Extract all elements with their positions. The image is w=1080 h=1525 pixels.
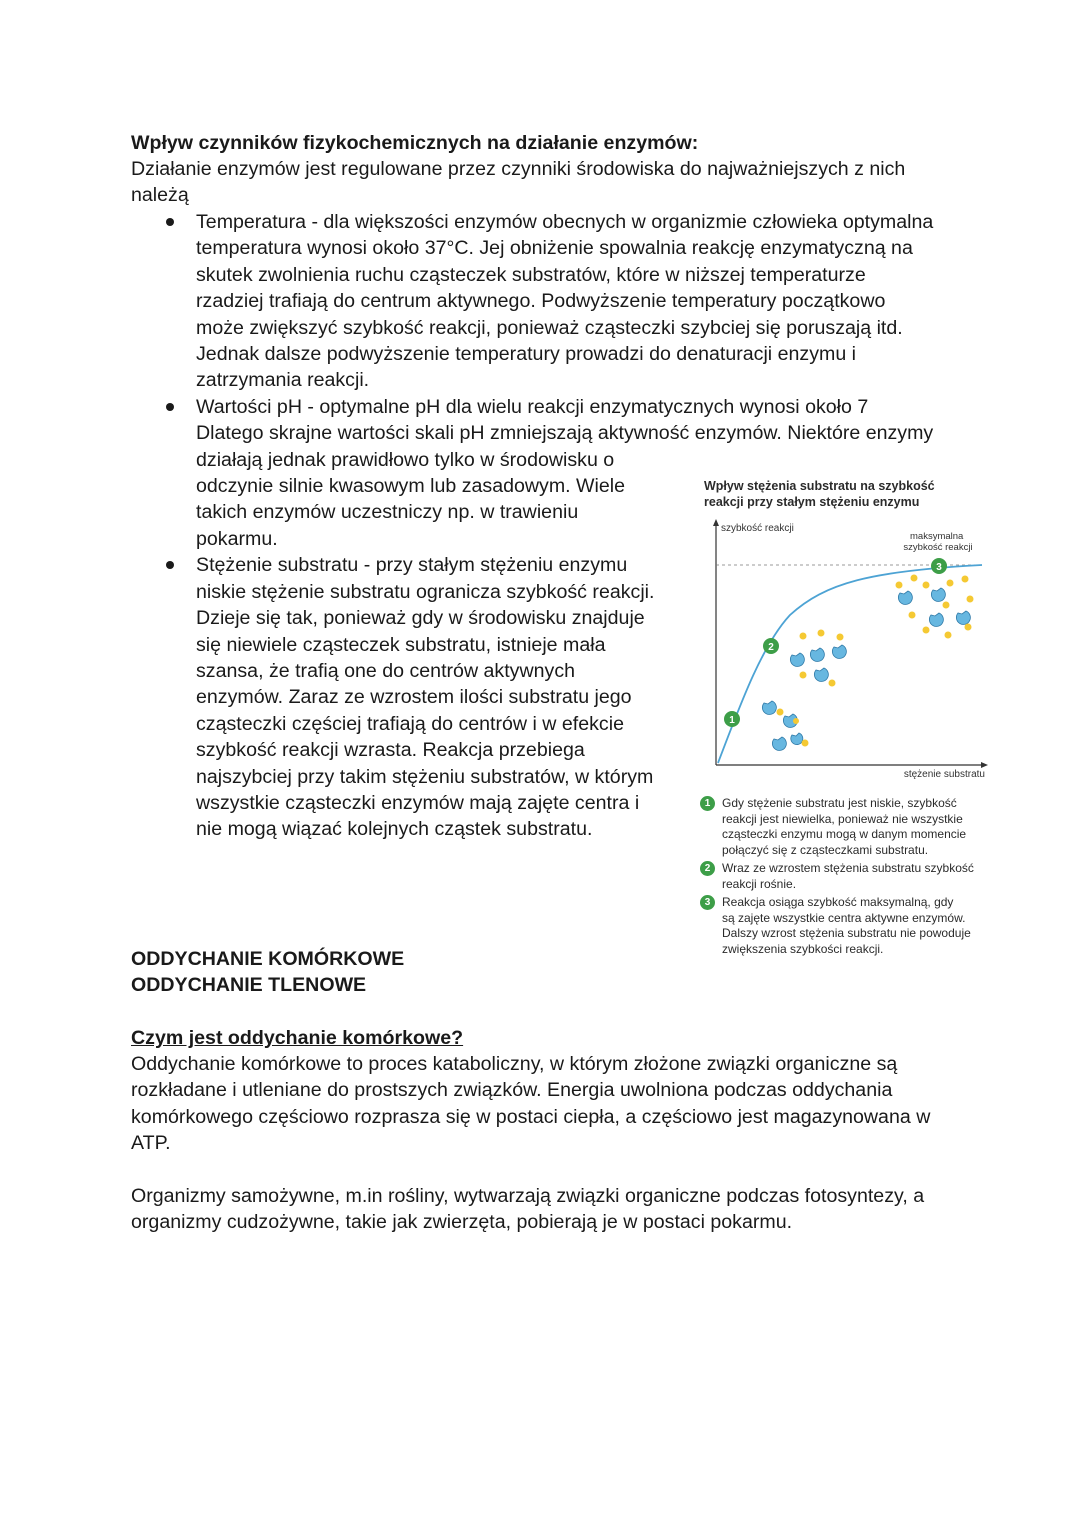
substrate-icon — [818, 630, 825, 637]
substrate-icon — [947, 580, 954, 587]
substrate-icon — [800, 633, 807, 640]
figure-note-1: 1 Gdy stężenie substratu jest niskie, szybkość reakcji jest niewielka, ponieważ nie wszystkie cząsteczki enzymu mogą w danym momencie połączyć się z cząsteczkami substratu. — [700, 796, 1000, 858]
substrate-icon — [923, 627, 930, 634]
bullet-line: Dzieje się tak, ponieważ gdy w środowisku znajduje — [196, 607, 645, 630]
substrate-icon — [909, 612, 916, 619]
max-rate-label: maksymalna szybkość reakcji — [903, 531, 973, 553]
bullet-dot-icon — [166, 218, 174, 226]
substrate-icon — [943, 602, 950, 609]
molecule-group-high — [896, 575, 974, 639]
y-axis-label: szybkość reakcji — [721, 523, 794, 534]
bullet-line: odczynie silnie kwasowym lub zasadowym. Wiele — [196, 475, 626, 498]
bullet-line: skutek zwolnienia ruchu cząsteczek substratów, które w niższej temperaturze — [196, 263, 866, 286]
enzyme-icon — [898, 591, 912, 604]
bullet-line: temperatura wynosi około 37°C. Jej obniżenie spowalnia reakcję enzymatyczną na — [196, 237, 913, 260]
bullet-line: enzymów. Zaraz ze wzrostem ilości substratu jego — [196, 686, 632, 709]
bullet-line: Temperatura - dla większości enzymów obecnych w organizmie człowieka optymalna — [196, 211, 934, 233]
bullet-line: może zwiększyć szybkość reakcji, ponieważ cząsteczki szybciej się poruszają itd. — [196, 316, 903, 339]
enzyme-icon — [956, 611, 970, 624]
svg-text:2: 2 — [768, 642, 774, 653]
bullet-line: zatrzymania reakcji. — [196, 369, 370, 392]
bullet-dot-icon — [166, 561, 174, 569]
substrate-icon — [911, 575, 918, 582]
substrate-icon — [967, 596, 974, 603]
enzyme-kinetics-figure — [700, 515, 995, 785]
figure-title-line: Wpływ stężenia substratu na szybkość — [704, 479, 935, 493]
bullet-temperature — [196, 209, 956, 394]
note-number-badge: 2 — [700, 861, 715, 876]
svg-text:3: 3 — [936, 562, 942, 573]
substrate-icon — [802, 740, 809, 747]
bullet-line: się niewiele cząsteczek substratu, istnieje mała — [196, 633, 606, 656]
substrate-icon — [965, 624, 972, 631]
bullet-line: cząsteczki częściej trafiają do centrów i w efekcie — [196, 712, 624, 735]
substrate-icon — [896, 582, 903, 589]
question-heading: Czym jest oddychanie komórkowe? — [131, 1027, 464, 1049]
bullet-line: szansa, że trafią one do centrów aktywnych — [196, 659, 576, 682]
enzyme-icon — [929, 613, 943, 626]
figure-note-3: 3 Reakcja osiąga szybkość maksymalną, gdy są zajęte wszystkie centra aktywne enzymów. Dalszy wzrost stężenia substratu nie powoduje zwiększenia szybkości reakcji. — [700, 895, 1000, 957]
x-axis-arrow-icon — [981, 762, 988, 768]
heading-cellular-respiration: ODDYCHANIE KOMÓRKOWE — [131, 948, 405, 970]
heading-aerobic-respiration: ODDYCHANIE TLENOWE — [131, 974, 367, 996]
bullet-dot-icon — [166, 403, 174, 411]
y-axis-arrow-icon — [713, 519, 719, 526]
bullet-line: Stężenie substratu - przy stałym stężeniu enzymu — [196, 554, 628, 577]
enzyme-icon — [931, 588, 945, 601]
svg-text:1: 1 — [729, 715, 735, 726]
bullet-line: wszystkie cząsteczki enzymów mają zajęte centra i — [196, 791, 640, 814]
intro-paragraph: Działanie enzymów jest regulowane przez czynniki środowiska do najważniejszych z nich należą — [131, 158, 906, 207]
bullet-line: szybkość reakcji wzrasta. Reakcja przebiega — [196, 739, 585, 762]
figure-title — [704, 478, 1004, 510]
substrate-icon — [777, 709, 784, 716]
molecule-group-medium — [790, 630, 846, 687]
enzyme-icon — [762, 701, 776, 714]
respiration-paragraph-2: Organizmy samożywne, m.in rośliny, wytwarzają związki organiczne podczas fotosyntezy, a organizmy cudzożywne, takie jak zwierzęta, pobierają je w postaci pokarmu. — [131, 1185, 925, 1234]
bullet-line: niskie stężenie substratu ogranicza szybkość reakcji. — [196, 580, 655, 603]
bullet-line: takich enzymów uczestniczy np. w trawieniu — [196, 501, 579, 524]
marker-2 — [763, 638, 779, 654]
enzyme-icon — [791, 733, 803, 745]
enzyme-icon — [790, 653, 804, 666]
enzyme-icon — [814, 668, 828, 681]
enzyme-icon — [772, 737, 786, 750]
x-axis-label: stężenie substratu — [903, 769, 985, 780]
figure-note-2: 2 Wraz ze wzrostem stężenia substratu szybkość reakcji rośnie. — [700, 861, 1000, 892]
substrate-icon — [837, 634, 844, 641]
substrate-icon — [945, 632, 952, 639]
bullet-line: rzadziej trafiają do centrum aktywnego. Podwyższenie temperatury początkowo — [196, 290, 886, 313]
substrate-icon — [923, 582, 930, 589]
enzyme-icon — [810, 648, 824, 661]
marker-3 — [931, 558, 947, 574]
molecule-group-low — [762, 701, 808, 750]
bullet-line: najszybciej przy takim stężeniu substratów, w którym — [196, 765, 654, 788]
bullet-line: pokarmu. — [196, 527, 278, 550]
bullet-line: działają jednak prawidłowo tylko w środowisku o — [196, 448, 615, 471]
marker-1 — [724, 711, 740, 727]
bullet-line: Dlatego skrajne wartości skali pH zmniejszają aktywność enzymów. Niektóre enzymy — [196, 422, 934, 445]
note-number-badge: 3 — [700, 895, 715, 910]
enzyme-icon — [832, 645, 846, 658]
respiration-paragraph-1: Oddychanie komórkowe to proces kataboliczny, w którym złożone związki organiczne są rozkładane i utleniane do prostszych związków. Energia uwolniona podczas oddychania komórkowego częściowo rozprasza się w postaci ciepła, a częściowo jest magazynowana w ATP. — [131, 1053, 931, 1155]
substrate-icon — [793, 718, 799, 724]
section-title: Wpływ czynników fizykochemicznych na działanie enzymów: — [131, 132, 699, 154]
bullet-line: Jednak dalsze podwyższenie temperatury prowadzi do denaturacji enzymu i — [196, 343, 857, 366]
bullet-line: Wartości pH - optymalne pH dla wielu reakcji enzymatycznych wynosi około 7 — [196, 395, 869, 418]
figure-title-line: reakcji przy stałym stężeniu enzymu — [704, 495, 920, 509]
note-number-badge: 1 — [700, 796, 715, 811]
substrate-icon — [829, 680, 836, 687]
figure-notes — [700, 796, 1000, 960]
substrate-icon — [800, 672, 807, 679]
substrate-icon — [962, 576, 969, 583]
bullet-line: nie mogą wiązać kolejnych cząstek substratu. — [196, 818, 593, 841]
